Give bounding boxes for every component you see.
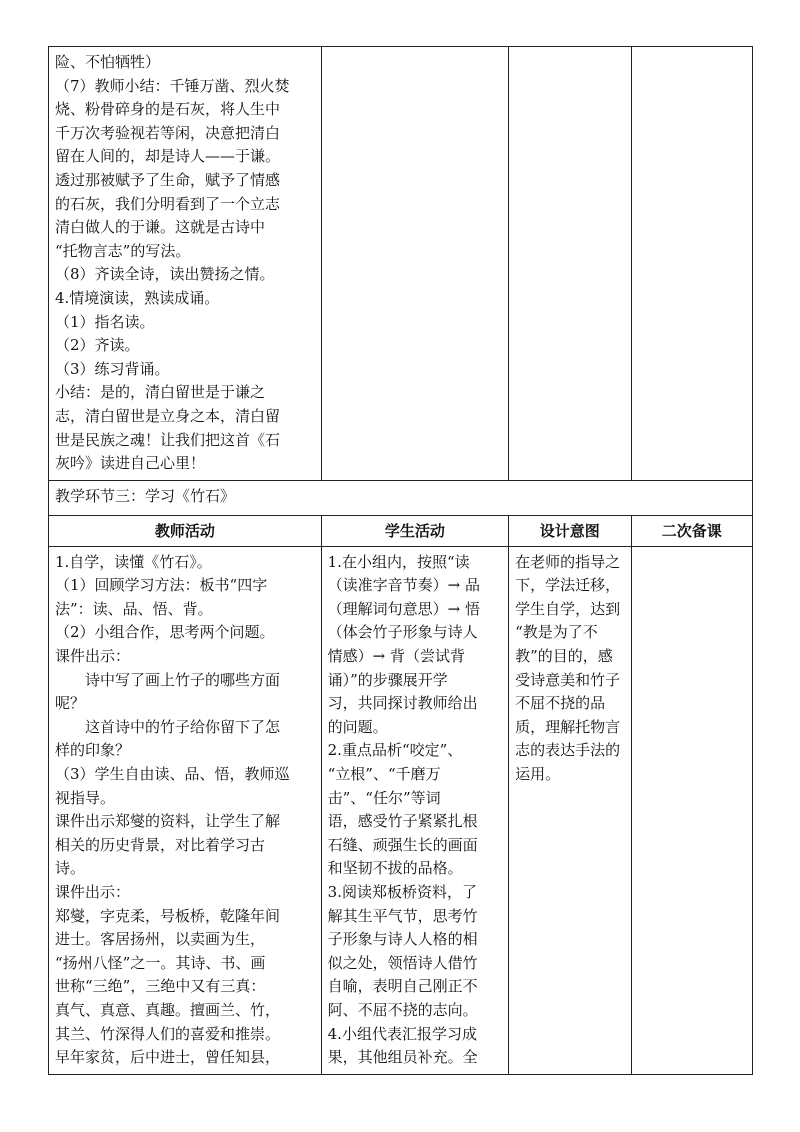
teacher-activity-line: 课件出示： — [55, 883, 131, 901]
continued-student-cell — [321, 47, 508, 481]
design-intent-cell — [509, 546, 631, 1074]
design-intent-line: 教”的目的，感 — [515, 647, 613, 666]
teacher-activity-line: 其兰、竹深得人们的喜爱和推崇。 — [55, 1024, 281, 1043]
teacher-activity-line: 这首诗中的竹子给你留下了怎 — [85, 717, 281, 736]
continued-teacher-cell — [49, 47, 322, 481]
continued-teacher-line: （8）齐读全诗，读出赞扬之情。 — [55, 265, 275, 284]
continued-teacher-line: 险、不怕牺牲） — [55, 53, 161, 71]
teacher-activity-line: 真气、真意、真趣。擅画兰、竹， — [55, 1000, 281, 1019]
header-row — [49, 515, 753, 546]
design-intent-line: 受诗意美和竹子 — [515, 670, 621, 689]
continued-teacher-line: 世是民族之魂！让我们把这首《石 — [55, 430, 281, 449]
continued-row — [49, 47, 753, 481]
continued-teacher-line: 透过那被赋予了生命，赋予了情感 — [55, 170, 281, 189]
student-activity-cell — [321, 546, 508, 1074]
teacher-activity-line: 世称“三绝”，三绝中又有三真： — [55, 977, 266, 996]
continued-teacher-line: （2）齐读。 — [55, 336, 140, 355]
student-activity-line: 似之处，领悟诗人借竹 — [327, 953, 478, 972]
teacher-activity-cell — [49, 546, 322, 1074]
teacher-activity-line: 相关的历史背景，对比着学习古 — [55, 835, 266, 854]
teacher-activity-line: 样的印象？ — [55, 741, 131, 760]
continued-revision-cell — [631, 47, 752, 481]
teacher-activity-line: 课件出示： — [55, 647, 131, 666]
design-intent-line: 运用。 — [515, 765, 561, 784]
lesson-plan-table — [48, 46, 753, 1075]
continued-teacher-line: （1）指名读。 — [55, 312, 155, 331]
student-activity-line: 1.在小组内，按照“读 — [327, 552, 470, 571]
student-activity-line: 3.阅读郑板桥资料，了 — [327, 883, 477, 901]
teacher-activity-line: 法”：读、品、悟、背。 — [55, 599, 213, 618]
header-second-preparation: 二次备课 — [631, 515, 752, 546]
student-activity-line: 石缝、顽强生长的画面 — [327, 835, 478, 854]
teacher-activity-line: 进士。客居扬州，以卖画为生， — [55, 930, 266, 949]
design-intent-line: 下，学法迁移， — [515, 576, 621, 595]
student-activity-line: 诵）”的步骤展开学 — [327, 670, 448, 689]
student-activity-line: 2.重点品析“咬定”、 — [327, 741, 463, 760]
student-activity-line: 的问题。 — [327, 717, 388, 736]
student-activity-line: 自喻，表明自己刚正不 — [327, 977, 478, 996]
teacher-activity-text — [55, 551, 315, 1070]
teacher-activity-line: 早年家贫，后中进士，曾任知县， — [55, 1048, 281, 1067]
continued-teacher-line: 4.情境演读，熟读成诵。 — [55, 288, 220, 307]
continued-teacher-line: 灰吟》读进自己心里！ — [55, 454, 206, 473]
header-student-activity: 学生活动 — [321, 515, 508, 546]
student-activity-line: 4.小组代表汇报学习成 — [327, 1024, 477, 1043]
second-preparation-cell — [631, 546, 752, 1074]
design-intent-line: 在老师的指导之 — [515, 552, 621, 571]
teacher-activity-line: 呢？ — [55, 694, 86, 713]
header-design-intent: 设计意图 — [509, 515, 631, 546]
student-activity-line: （理解词句意思）→ 悟 — [327, 599, 480, 618]
teacher-activity-line: （2）小组合作，思考两个问题。 — [55, 623, 275, 642]
teacher-activity-line: 课件出示郑燮的资料，让学生了解 — [55, 812, 281, 831]
design-intent-line: “教是为了不 — [515, 623, 598, 642]
student-activity-line: 语，感受竹子紧紧扎根 — [327, 812, 478, 831]
header-teacher-activity: 教师活动 — [49, 515, 322, 546]
continued-teacher-line: 烧、粉骨碎身的是石灰，将人生中 — [55, 100, 281, 119]
design-intent-line: 学生自学，达到 — [515, 599, 621, 618]
continued-teacher-line: 千万次考验视若等闲，决意把清白 — [55, 123, 281, 142]
continued-teacher-line: （3）练习背诵。 — [55, 359, 170, 378]
continued-teacher-line: 的石灰，我们分明看到了一个立志 — [55, 194, 281, 213]
student-activity-line: 果，其他组员补充。全 — [327, 1048, 478, 1067]
student-activity-text — [328, 551, 502, 1070]
student-activity-line: 子形象与诗人人格的相 — [327, 930, 478, 949]
teacher-activity-line: “扬州八怪”之一。其诗、书、画 — [55, 953, 266, 972]
continued-teacher-line: 小结：是的，清白留世是于谦之 — [55, 383, 266, 402]
continued-teacher-line: “托物言志”的写法。 — [55, 241, 191, 260]
design-intent-line: 质，理解托物言 — [515, 717, 621, 736]
teacher-activity-line: 视指导。 — [55, 788, 116, 807]
teacher-activity-line: 1.自学，读懂《竹石》。 — [55, 552, 212, 571]
continued-teacher-line: 留在人间的，却是诗人——于谦。 — [55, 147, 281, 166]
student-activity-line: 击”、“任尔”等词 — [327, 788, 441, 807]
continued-teacher-line: 志，清白留世是立身之本，清白留 — [55, 406, 281, 425]
content-row — [49, 546, 753, 1074]
section-row — [49, 480, 753, 515]
student-activity-line: 情感）→ 背（尝试背 — [327, 647, 465, 666]
student-activity-line: 和坚韧不拔的品格。 — [327, 859, 463, 878]
student-activity-line: 解其生平气节，思考竹 — [327, 906, 478, 925]
design-intent-text — [515, 551, 624, 787]
continued-intent-cell — [509, 47, 631, 481]
teacher-activity-line: 诗。 — [55, 859, 86, 878]
teacher-activity-line: （1）回顾学习方法：板书“四字 — [55, 576, 268, 595]
student-activity-line: “立根”、“千磨万 — [327, 765, 441, 784]
student-activity-line: （读准字音节奏）→ 品 — [327, 576, 480, 595]
student-activity-line: 习，共同探讨教师给出 — [327, 694, 478, 713]
section-title: 教学环节三：学习《竹石》 — [49, 480, 753, 515]
student-activity-line: （体会竹子形象与诗人 — [327, 623, 478, 642]
student-activity-line: 阿、不屈不挠的志向。 — [327, 1000, 478, 1019]
design-intent-line: 不屈不挠的品 — [515, 694, 606, 713]
teacher-activity-line: 诗中写了画上竹子的哪些方面 — [85, 670, 281, 689]
teacher-activity-line: 郑燮，字克柔，号板桥，乾隆年间 — [55, 906, 281, 925]
teacher-activity-line: （3）学生自由读、品、悟，教师巡 — [55, 765, 290, 784]
design-intent-line: 志的表达手法的 — [515, 741, 621, 760]
continued-teacher-text — [55, 51, 315, 476]
continued-teacher-line: （7）教师小结：千锤万凿、烈火焚 — [55, 76, 290, 95]
continued-teacher-line: 清白做人的于谦。这就是古诗中 — [55, 218, 266, 237]
